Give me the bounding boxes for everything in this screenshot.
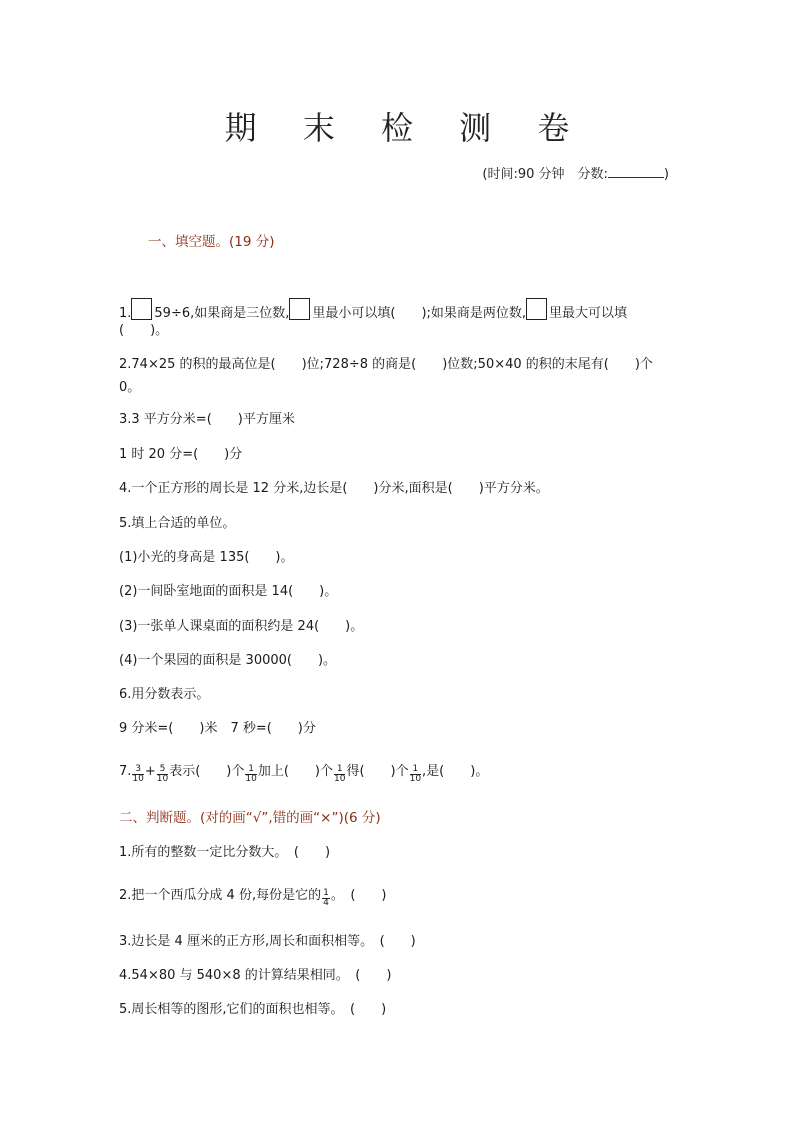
answer-box[interactable] bbox=[526, 298, 547, 320]
fraction: $\frac{1}{10}$ bbox=[333, 764, 346, 784]
q7-text-1: 表示( )个 bbox=[169, 764, 245, 779]
q5-item: (3)一张单人课桌面的面积约是 24( )。 bbox=[119, 619, 364, 634]
judge-item-2 bbox=[119, 887, 386, 908]
section-header-fill-blank: 一、填空题。(19 分) bbox=[148, 234, 275, 250]
answer-box[interactable] bbox=[131, 298, 152, 320]
judge-2-text: 2.把一个西瓜分成 4 份,每份是它的 bbox=[119, 888, 322, 903]
judge-item-4: 4.54×80 与 540×8 的计算结果相同。 ( ) bbox=[119, 968, 392, 983]
q1-text-2: 里最小可以填( );如果商是两位数, bbox=[312, 306, 527, 321]
judge-item-1: 1.所有的整数一定比分数大。 ( ) bbox=[119, 845, 331, 860]
fraction: $\frac{3}{10}$ bbox=[132, 764, 144, 784]
fraction: $\frac{1}{10}$ bbox=[409, 764, 422, 784]
answer-box[interactable] bbox=[289, 298, 310, 320]
judge-item-3: 3.边长是 4 厘米的正方形,周长和面积相等。 ( ) bbox=[119, 934, 416, 949]
question-7 bbox=[119, 763, 488, 784]
time-score-label: (时间:90 分钟 分数: bbox=[482, 167, 608, 182]
fraction: $\frac{1}{10}$ bbox=[245, 764, 257, 784]
plus-sign: + bbox=[144, 764, 156, 779]
q7-text-2: 加上( )个 bbox=[257, 764, 333, 779]
section-header-true-false: 二、判断题。(对的画“√”,错的画“×”)(6 分) bbox=[119, 810, 381, 826]
q5-item: (4)一个果园的面积是 30000( )。 bbox=[119, 653, 337, 668]
exam-meta bbox=[482, 163, 669, 182]
q7-text-3: 得( )个 bbox=[346, 764, 409, 779]
meta-close: ) bbox=[663, 167, 669, 182]
question-1 bbox=[119, 298, 627, 323]
fraction: $\frac{5}{10}$ bbox=[156, 764, 169, 784]
q1-continuation: ( )。 bbox=[119, 323, 169, 338]
question-4: 4.一个正方形的周长是 12 分米,边长是( )分米,面积是( )平方分米。 bbox=[119, 481, 549, 496]
judge-item-5: 5.周长相等的图形,它们的面积也相等。 ( ) bbox=[119, 1002, 387, 1017]
q1-text-1: 59÷6,如果商是三位数, bbox=[154, 306, 290, 321]
score-blank[interactable] bbox=[608, 165, 664, 178]
q2-continuation: 0。 bbox=[119, 380, 141, 395]
q5-item: (1)小光的身高是 135( )。 bbox=[119, 550, 294, 565]
question-3-part-2: 1 时 20 分=( )分 bbox=[119, 447, 243, 462]
question-3: 3.3 平方分米=( )平方厘米 bbox=[119, 412, 295, 427]
q1-text-3: 里最大可以填 bbox=[549, 306, 628, 321]
q7-text-4: ,是( )。 bbox=[422, 764, 489, 779]
judge-2-tail: 。 ( ) bbox=[330, 888, 387, 903]
q1-number: 1. bbox=[119, 306, 132, 321]
fraction: $\frac{1}{4}$ bbox=[323, 888, 329, 908]
q7-number: 7. bbox=[119, 764, 132, 779]
q5-item: (2)一间卧室地面的面积是 14( )。 bbox=[119, 584, 338, 599]
question-5: 5.填上合适的单位。 bbox=[119, 516, 236, 531]
page-title: 期 末 检 测 卷 bbox=[224, 109, 588, 147]
question-2: 2.74×25 的积的最高位是( )位;728÷8 的商是( )位数;50×40 的积的末尾有( )个 bbox=[119, 357, 653, 372]
q6-line: 9 分米=( )米 7 秒=( )分 bbox=[119, 721, 316, 736]
question-6: 6.用分数表示。 bbox=[119, 687, 210, 702]
